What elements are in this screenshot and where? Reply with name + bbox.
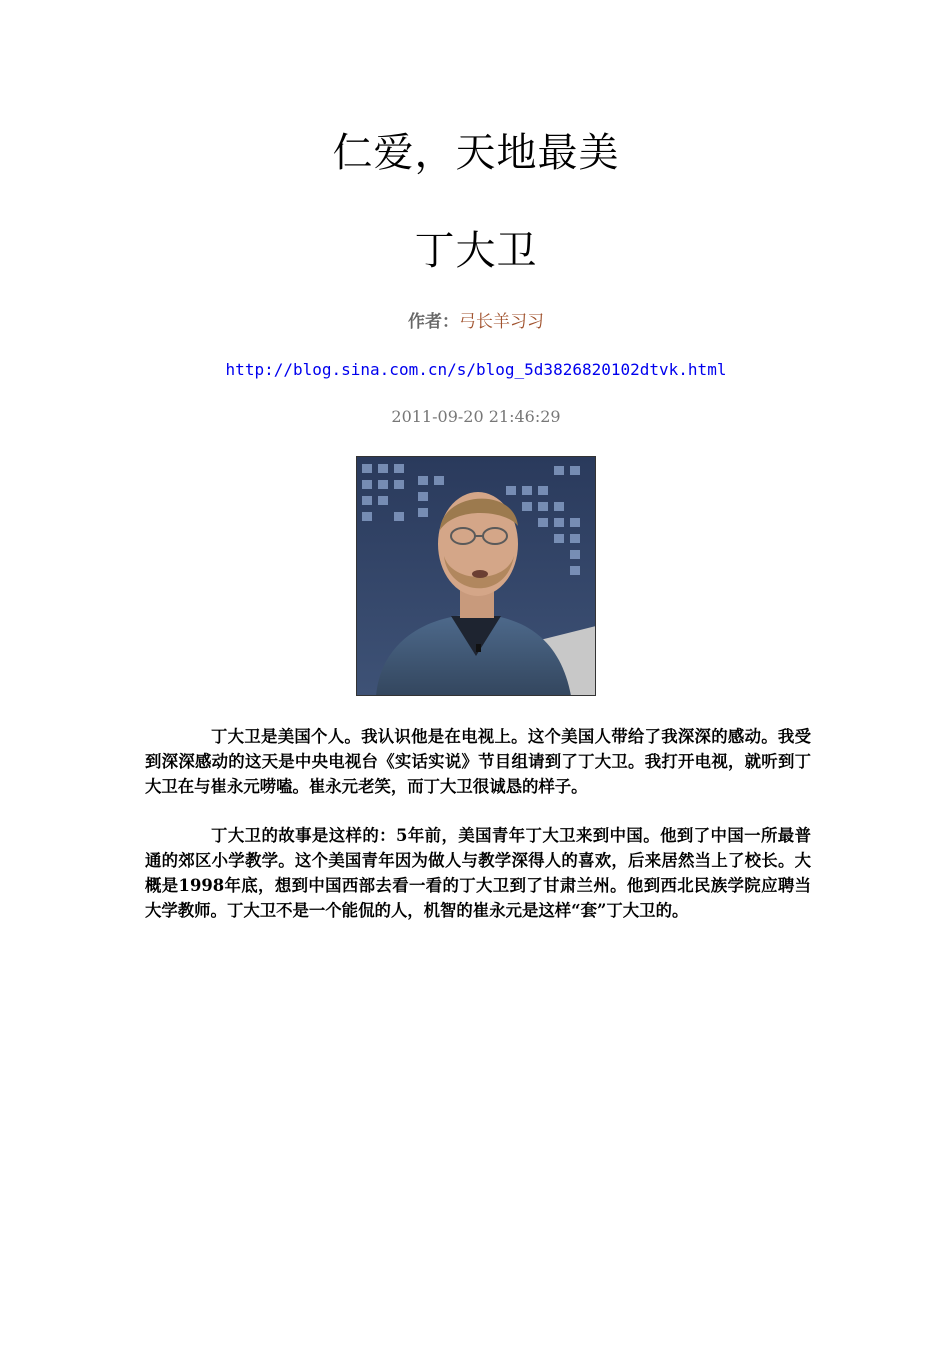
author-line (0, 310, 952, 334)
portrait-photo (356, 456, 596, 696)
article-subtitle: 丁大卫 (414, 228, 538, 274)
article-title: 仁爱，天地最美 (332, 130, 620, 176)
article-paragraph-1: 丁大卫是美国个人。我认识他是在电视上。这个美国人带给了我深深的感动。我受到深深感动的这天是中央电视台《实话实说》节目组请到了丁大卫。我打开电视，就听到丁大卫在与崔永元唠嗑。崔永元老笑，而丁大卫很诚恳的样子。 (145, 727, 811, 796)
source-url-link[interactable]: http://blog.sina.com.cn/s/blog_5d3826820102dtvk.html (225, 360, 727, 379)
article-body (145, 724, 811, 947)
author-label: 作者： (408, 312, 459, 332)
post-date: 2011-09-20 21:46:29 (391, 407, 561, 426)
article-paragraph-2: 丁大卫的故事是这样的：5年前，美国青年丁大卫来到中国。他到了中国一所最普通的郊区小学教学。这个美国青年因为做人与教学深得人的喜欢，后来居然当上了校长。大概是1998年底，想到中国西部去看一看的丁大卫到了甘肃兰州。他到西北民族学院应聘当大学教师。丁大卫不是一个能侃的人，机智的崔永元是这样“套”丁大卫的。 (145, 826, 811, 920)
author-name-link[interactable]: 弓长羊习习 (459, 312, 544, 332)
